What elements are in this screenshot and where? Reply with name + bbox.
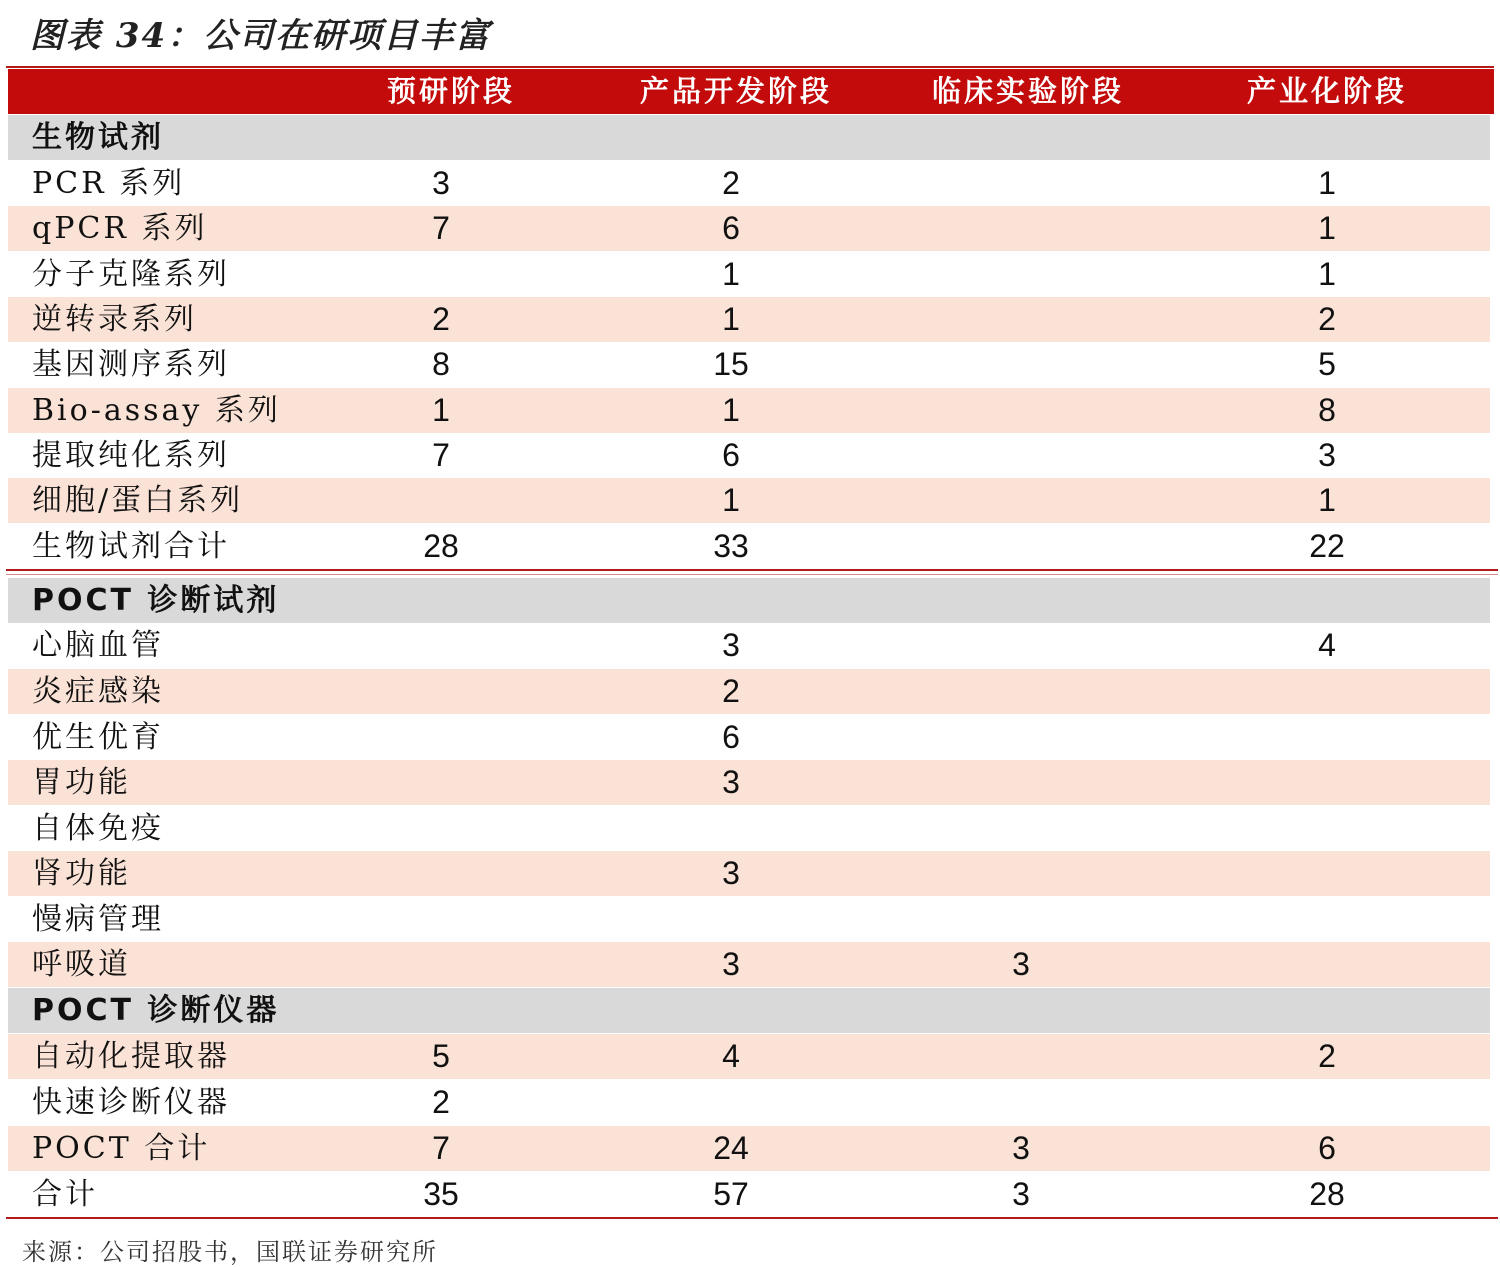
- cell-value: 3: [1012, 946, 1030, 982]
- row-label: 生物试剂合计: [32, 529, 230, 564]
- divider: [6, 574, 1498, 575]
- cell-value: 2: [432, 301, 450, 337]
- table-row: [8, 623, 1490, 668]
- cell-value: 5: [432, 1038, 450, 1074]
- cell-value: 6: [722, 437, 740, 473]
- table-title: 图表 34：公司在研项目丰富: [30, 16, 492, 56]
- section-header: [8, 115, 1490, 160]
- cell-value: 6: [722, 210, 740, 246]
- cell-value: 7: [432, 1130, 450, 1166]
- row-label: 分子克隆系列: [32, 257, 230, 292]
- cell-value: 1: [1318, 256, 1336, 292]
- cell-value: 4: [1318, 627, 1336, 663]
- row-label: 基因测序系列: [32, 347, 230, 382]
- row-label: 细胞/蛋白系列: [32, 483, 244, 518]
- cell-value: 1: [722, 301, 740, 337]
- table-row: [8, 806, 1490, 851]
- cell-value: 57: [713, 1176, 749, 1212]
- cell-value: 2: [722, 165, 740, 201]
- divider: [6, 569, 1498, 571]
- table-row: [8, 897, 1490, 942]
- cell-value: 6: [1318, 1130, 1336, 1166]
- cell-value: 3: [722, 627, 740, 663]
- table-row: [8, 1172, 1490, 1217]
- row-label: 逆转录系列: [32, 302, 197, 337]
- table-row: [8, 715, 1490, 760]
- table-header: [8, 69, 1494, 114]
- cell-value: 28: [423, 528, 459, 564]
- cell-value: 8: [1318, 392, 1336, 428]
- cell-value: 24: [713, 1130, 749, 1166]
- cell-value: 15: [713, 346, 749, 382]
- cell-value: 8: [432, 346, 450, 382]
- table-row: [8, 851, 1490, 896]
- row-label: 慢病管理: [32, 902, 164, 937]
- row-label: 心脑血管: [32, 628, 164, 663]
- section-label: 生物试剂: [32, 120, 164, 155]
- table-row: [8, 669, 1490, 714]
- row-label: PCR 系列: [32, 166, 186, 201]
- column-header: 预研阶段: [386, 74, 515, 108]
- cell-value: 1: [432, 392, 450, 428]
- section-label: POCT 诊断试剂: [32, 583, 280, 618]
- table-row: [8, 206, 1490, 251]
- row-label: 快速诊断仪器: [32, 1085, 230, 1120]
- column-header: 产品开发阶段: [639, 74, 832, 108]
- cell-value: 33: [713, 528, 749, 564]
- row-label: 优生优育: [32, 720, 164, 755]
- table-row: [8, 433, 1490, 478]
- cell-value: 5: [1318, 346, 1336, 382]
- cell-value: 3: [722, 764, 740, 800]
- row-label: 合计: [32, 1177, 98, 1212]
- cell-value: 7: [432, 437, 450, 473]
- column-header: 产业化阶段: [1246, 74, 1407, 108]
- divider: [6, 1217, 1498, 1219]
- table-row: [8, 760, 1490, 805]
- row-label: 胃功能: [32, 765, 131, 800]
- top-rule: [6, 66, 1494, 68]
- cell-value: 1: [722, 482, 740, 518]
- cell-value: 1: [722, 392, 740, 428]
- table-row: [8, 297, 1490, 342]
- cell-value: 1: [1318, 482, 1336, 518]
- cell-value: 1: [1318, 165, 1336, 201]
- cell-value: 1: [1318, 210, 1336, 246]
- row-label: 呼吸道: [32, 947, 131, 982]
- cell-value: 6: [722, 719, 740, 755]
- cell-value: 3: [1012, 1130, 1030, 1166]
- table-row: [8, 252, 1490, 297]
- table-row: [8, 388, 1490, 433]
- row-label: 肾功能: [32, 856, 131, 891]
- row-label: POCT 合计: [32, 1131, 211, 1166]
- source-note: 来源：公司招股书，国联证券研究所: [22, 1238, 438, 1266]
- cell-value: 7: [432, 210, 450, 246]
- cell-value: 22: [1309, 528, 1345, 564]
- table-row: [8, 1034, 1490, 1079]
- cell-value: 35: [423, 1176, 459, 1212]
- table-row: [8, 342, 1490, 387]
- section-header: [8, 578, 1490, 623]
- cell-value: 2: [432, 1084, 450, 1120]
- table-row: [8, 524, 1490, 569]
- cell-value: 3: [432, 165, 450, 201]
- table-row: [8, 1080, 1490, 1125]
- cell-value: 3: [722, 855, 740, 891]
- row-label: Bio-assay 系列: [32, 393, 281, 428]
- section-header: [8, 988, 1490, 1033]
- table-row: [8, 161, 1490, 206]
- column-header: 临床实验阶段: [931, 74, 1124, 108]
- table-row: [8, 942, 1490, 987]
- row-label: qPCR 系列: [32, 211, 208, 246]
- cell-value: 28: [1309, 1176, 1345, 1212]
- row-label: 自动化提取器: [32, 1039, 230, 1074]
- cell-value: 2: [1318, 301, 1336, 337]
- section-label: POCT 诊断仪器: [32, 993, 280, 1028]
- cell-value: 3: [1318, 437, 1336, 473]
- row-label: 提取纯化系列: [32, 438, 230, 473]
- table-row: [8, 478, 1490, 523]
- row-label: 炎症感染: [32, 674, 164, 709]
- row-label: 自体免疫: [32, 811, 164, 846]
- cell-value: 4: [722, 1038, 740, 1074]
- cell-value: 2: [1318, 1038, 1336, 1074]
- cell-value: 2: [722, 673, 740, 709]
- table-row: [8, 1126, 1490, 1171]
- cell-value: 3: [1012, 1176, 1030, 1212]
- cell-value: 3: [722, 946, 740, 982]
- cell-value: 1: [722, 256, 740, 292]
